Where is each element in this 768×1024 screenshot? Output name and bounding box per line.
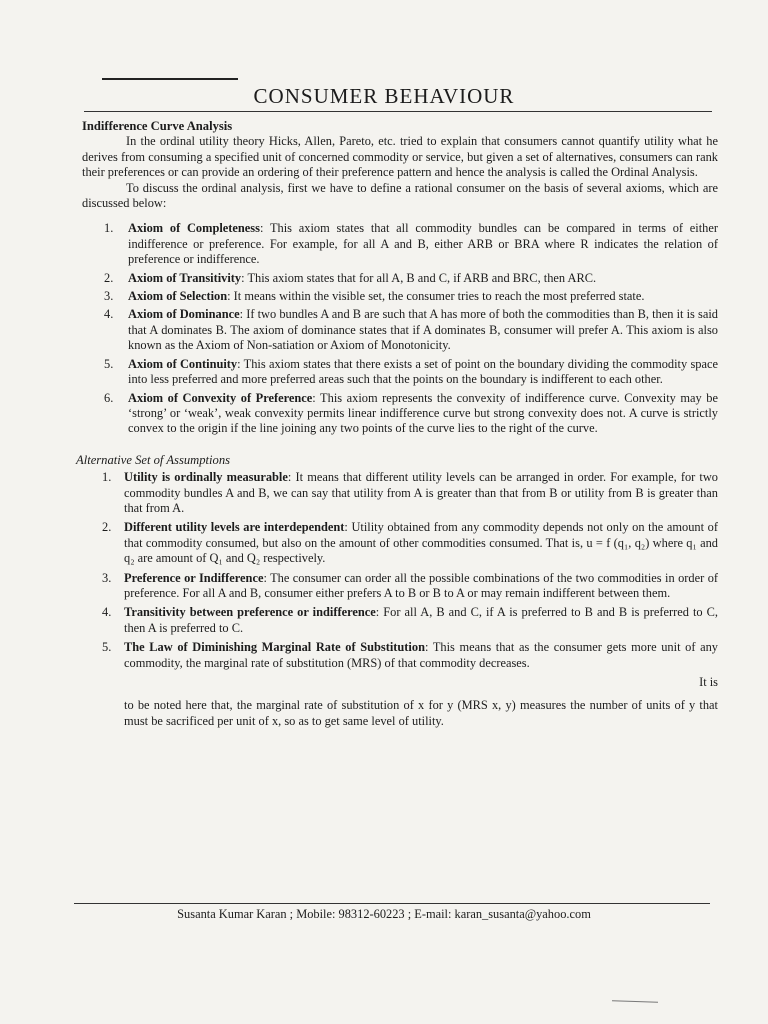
axiom-name: Axiom of Completeness (128, 221, 260, 236)
list-item: 1. Utility is ordinally measurable: It means that different utility levels can be arranged in order. For example, for two commodity bundles A and B, we can say that utility from A is greater than that from B or utility from B is greater than that from A. (102, 470, 718, 515)
assumption-name: Preference or Indifference (124, 570, 264, 585)
axiom-name: Axiom of Continuity (128, 356, 238, 371)
axiom-text: : This axiom states that all commodity bundles can be compared in terms of either indifference or preference. For example, for all A and B, either ARB or BRA where R indicates the relation of preference or indifference. (128, 221, 719, 267)
list-item: 3. Axiom of Selection: It means within the visible set, the consumer tries to reach the most preferred state. (104, 289, 645, 304)
axiom-text: : This axiom states that for all A, B and C, if ARB and BRC, then ARC. (241, 270, 597, 285)
intro-paragraph: In the ordinal utility theory Hicks, Allen, Pareto, etc. tried to explain that consumers cannot quantify utility what he derives from consuming a specified unit of concerned commodity or service, but given a set of alternatives, consumers can rank their preferences or can provide an ordering of their preference pattern and hence the analysis is called the Ordinal Analysis. (82, 134, 718, 180)
list-item: 6. Axiom of Convexity of Preference: This axiom represents the convexity of indifference curve. Convexity may be ‘strong’ or ‘weak’, weak convexity permits linear indifference curve but strong convexity does not. A curve is strictly convex to the origin if the line joining any two points of the curve lies to the right of the curve. (104, 390, 718, 436)
page-title: CONSUMER BEHAVIOUR (253, 84, 515, 108)
axiom-text: : If two bundles A and B are such that A has more of both the commodities than B, then it is said that A dominates B. The axiom of dominance states that if A dominates B, consumer will prefer A. This axiom is also known as the Axiom of Non-satiation or Axiom of Monotonicity. (128, 307, 718, 353)
list-item: 3. Preference or Indifference: The consumer can order all the possible combinations of the two commodities in order of preference. For all A and B, consumer either prefers A to B or B to A or may remain indifferent between them. (102, 570, 719, 600)
axiom-name: Axiom of Transitivity (128, 270, 242, 285)
axioms-list (82, 221, 718, 436)
assumption-name: Different utility levels are interdependent (124, 520, 345, 535)
footer-rule (74, 903, 710, 904)
assumption-text: : For all A, B and C, if A is preferred to B and B is preferred to C, then A is preferred to C. (124, 605, 718, 635)
mrs-note-paragraph: to be noted here that, the marginal rate of substitution of x for y (MRS x, y) measures the number of units of y that must be sacrificed per unit of x, so as to get same level of utility. (124, 698, 718, 728)
assumption-text: : This means that as the consumer gets more unit of any commodity, the marginal rate of substitution (MRS) of that commodity decreases. (124, 640, 718, 670)
section-heading-assumptions: Alternative Set of Assumptions (76, 452, 231, 467)
list-item: 2. Different utility levels are interdependent: Utility obtained from any commodity depends not only on the amount of that commodity consumed, but also on the amount of other commodities consumed. That is, u = f (q₁, q₂) where q₁ and q₂ are amount of Q₁ and Q₂ respectively. (102, 520, 718, 566)
continuation-text: It is (699, 675, 718, 689)
assumption-name: The Law of Diminishing Marginal Rate of Substitution (124, 640, 425, 655)
title-rule (84, 111, 712, 112)
axiom-text: : This axiom states that there exists a set of point on the boundary dividing the commodity space into less preferred and more preferred areas such that the points on the boundary is indifferent to each other. (128, 356, 718, 387)
list-item: 4. Axiom of Dominance: If two bundles A and B are such that A has more of both the commodities than B, then it is said that A dominates B. The axiom of dominance states that if A dominates B, consumer will prefer A. This axiom is also known as the Axiom of Non-satiation or Axiom of Monotonicity. (104, 307, 718, 353)
top-rule (102, 78, 238, 80)
list-item: 5. Axiom of Continuity: This axiom states that there exists a set of point on the boundary dividing the commodity space into less preferred and more preferred areas such that the points on the boundary is indifferent to each other. (104, 356, 718, 387)
pen-mark (612, 1000, 658, 1003)
assumption-text: : It means that different utility levels can be arranged in order. For example, for two commodity bundles A and B, we can say that utility from A is greater than that from B or utility from B is greater than that from A. (124, 470, 718, 515)
assumption-name: Transitivity between preference or indifference (124, 605, 376, 620)
list-item: 1. Axiom of Completeness: This axiom states that all commodity bundles can be compared in terms of either indifference or preference. For example, for all A and B, either ARB or BRA where R indicates the relation of preference or indifference. (104, 221, 719, 267)
axiom-text: : This axiom represents the convexity of indifference curve. Convexity may be ‘strong’ or ‘weak’, weak convexity permits linear indifference curve but strong convexity does not. A curve is strictly convex to the origin if the line joining any two points of the curve lies to the right of the curve. (128, 390, 718, 436)
document-body (76, 119, 719, 729)
assumption-text: : The consumer can order all the possible combinations of the two commodities in order of preference. For all A and B, consumer either prefers A to B or B to A or may remain indifferent between them. (124, 570, 719, 600)
list-item: 2. Axiom of Transitivity: This axiom states that for all A, B and C, if ARB and BRC, then ARC. (104, 270, 597, 285)
axiom-name: Axiom of Dominance (128, 307, 240, 322)
axioms-intro-paragraph: To discuss the ordinal analysis, first we have to define a rational consumer on the basis of several axioms, which are discussed below: (82, 180, 718, 211)
page-footer: Susanta Kumar Karan ; Mobile: 98312-60223 ; E-mail: karan_susanta@yahoo.com (177, 907, 591, 921)
section-heading-indifference: Indifference Curve Analysis (82, 119, 233, 133)
assumption-text: : Utility obtained from any commodity depends not only on the amount of that commodity consumed, but also on the amount of other commodities consumed. That is, u = f (q₁, q₂) where q₁ and q₂ are amount of Q₁ and Q₂ respectively. (124, 520, 718, 566)
axiom-name: Axiom of Selection (128, 289, 228, 304)
assumptions-list (82, 470, 718, 671)
assumption-name: Utility is ordinally measurable (124, 470, 288, 485)
list-item: 5. The Law of Diminishing Marginal Rate of Substitution: This means that as the consumer gets more unit of any commodity, the marginal rate of substitution (MRS) of that commodity decreases. (102, 640, 718, 670)
list-item: 4. Transitivity between preference or indifference: For all A, B and C, if A is preferred to B and B is preferred to C, then A is preferred to C. (102, 605, 718, 635)
axiom-text: : It means within the visible set, the consumer tries to reach the most preferred state. (227, 289, 645, 304)
axiom-name: Axiom of Convexity of Preference (128, 390, 313, 405)
